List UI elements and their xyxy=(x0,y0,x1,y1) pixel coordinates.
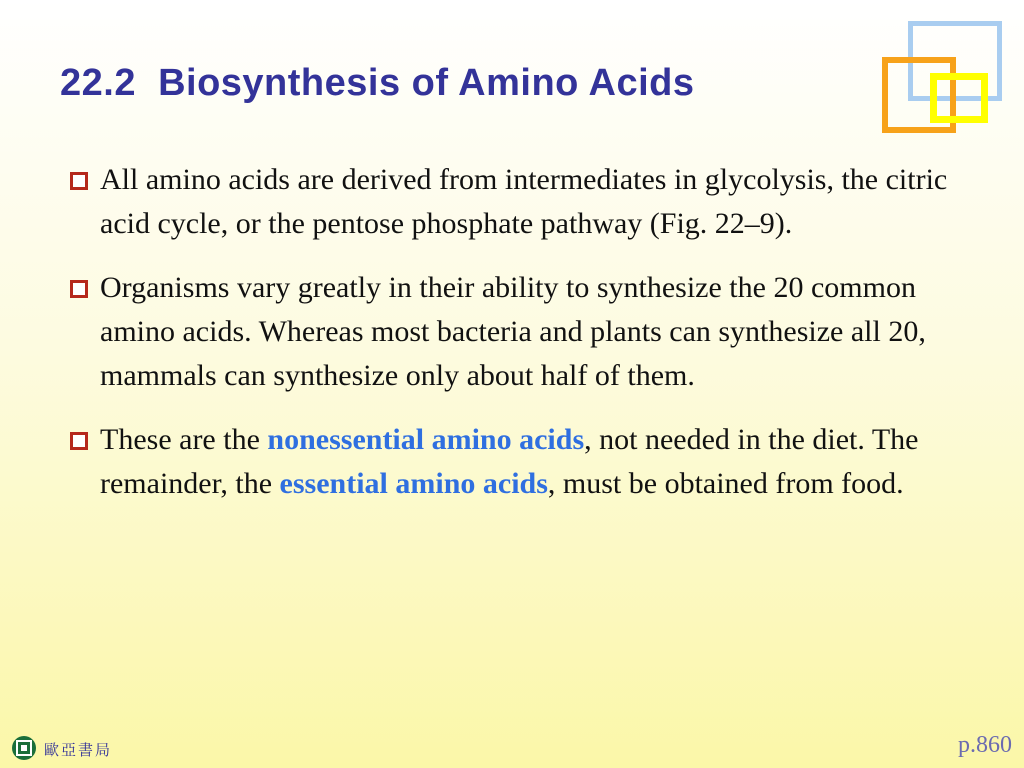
square-bullet-icon xyxy=(70,280,88,298)
publisher-name: 歐亞書局 xyxy=(44,743,113,759)
bullet-text: All amino acids are derived from intermediates in glycolysis, the citric acid cycle, or the pentose phosphate pathway (Fig. 22–9). xyxy=(100,163,948,240)
square-bullet-icon xyxy=(70,172,88,190)
decorative-square-yellow xyxy=(930,73,988,123)
emphasized-term: essential amino acids xyxy=(279,467,548,500)
decorative-squares xyxy=(870,15,1010,140)
slide-title: 22.2 Biosynthesis of Amino Acids xyxy=(60,62,695,104)
square-bullet-icon xyxy=(70,432,88,450)
bullet-text: , not needed in the diet. The remainder, the xyxy=(100,423,919,500)
emphasized-term: nonessential amino acids xyxy=(267,423,585,456)
bullet-item xyxy=(68,266,948,398)
page-number: p.860 xyxy=(958,732,1012,758)
bullet-list xyxy=(68,158,948,526)
publisher-logo-icon xyxy=(11,735,37,761)
bullet-item xyxy=(68,158,948,246)
bullet-item xyxy=(68,418,948,506)
bullet-text: , must be obtained from food. xyxy=(547,467,904,500)
bullet-text: These are the xyxy=(100,423,268,456)
bullet-text: Organisms vary greatly in their ability to synthesize the 20 common amino acids. Whereas most bacteria and plants can synthesize all 20, mammals can synthesize only about half of them. xyxy=(100,271,926,392)
